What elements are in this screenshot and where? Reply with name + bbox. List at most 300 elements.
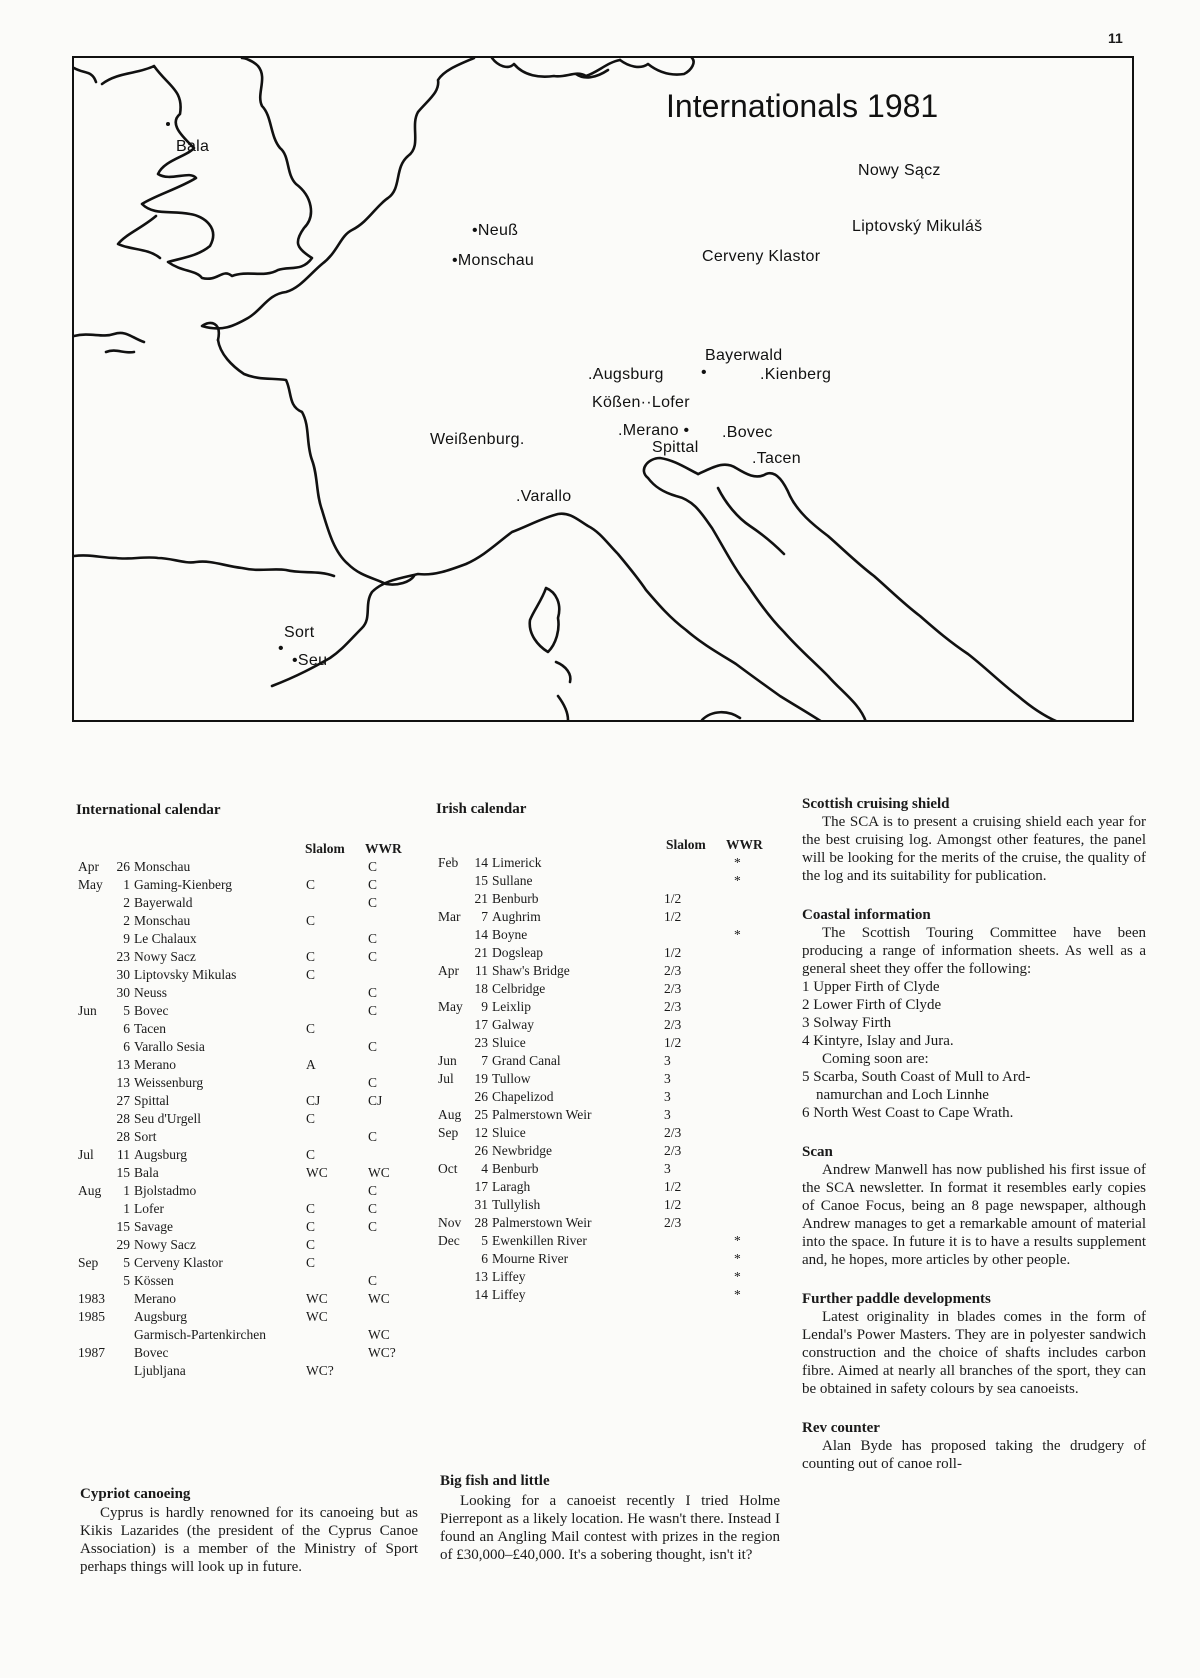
cell-day: 17 bbox=[474, 1017, 488, 1032]
cell-slalom: C bbox=[306, 1021, 316, 1036]
cell-day: 25 bbox=[474, 1107, 488, 1122]
cell-place: Augsburg bbox=[134, 1309, 188, 1324]
cell-day: 26 bbox=[474, 1089, 488, 1104]
cell-day: 28 bbox=[474, 1215, 488, 1230]
table-row bbox=[78, 1164, 418, 1182]
table-row bbox=[78, 1128, 418, 1146]
cell-month: 1985 bbox=[78, 1309, 105, 1324]
cell-place: Palmerstown Weir bbox=[492, 1107, 592, 1122]
table-row bbox=[78, 1200, 418, 1218]
cell-slalom: 1/2 bbox=[664, 1179, 682, 1194]
table-row bbox=[78, 858, 418, 876]
cell-place: Leixlip bbox=[492, 999, 531, 1014]
cell-day: 19 bbox=[474, 1071, 488, 1086]
cell-slalom: 1/2 bbox=[664, 909, 682, 924]
cell-wwr: CJ bbox=[368, 1093, 383, 1108]
paddle-developments-text bbox=[802, 1308, 1146, 1398]
cell-wwr: * bbox=[734, 1251, 741, 1266]
table-row bbox=[78, 1002, 418, 1020]
cell-place: Liffey bbox=[492, 1287, 526, 1302]
cell-day: 28 bbox=[116, 1111, 130, 1126]
cell-place: Grand Canal bbox=[492, 1053, 561, 1068]
cell-day: 30 bbox=[116, 985, 130, 1000]
cypriot-canoeing-title: Cypriot canoeing bbox=[80, 1486, 191, 1502]
cell-place: Nowy Sacz bbox=[134, 949, 196, 964]
map-place-label: •Monschau bbox=[452, 252, 535, 269]
table-row bbox=[78, 966, 418, 984]
map-place-label: .Tacen bbox=[752, 450, 801, 467]
paddle-text-body: Latest originality in blades comes in the form of Lendal's Power Masters. They are in polyester sandwich construction and the choice of shafts includes carbon fibre. Aimed at nearly all branches of the sport, they can be obtained in safety colours by sea canoeists. bbox=[802, 1309, 1146, 1397]
slalom-header: Slalom bbox=[666, 837, 706, 852]
cell-day: 5 bbox=[481, 1233, 488, 1248]
cell-wwr: C bbox=[368, 1003, 378, 1018]
coastal-item: 2 Lower Firth of Clyde bbox=[802, 997, 942, 1013]
cell-day: 21 bbox=[474, 891, 488, 906]
cell-day: 23 bbox=[474, 1035, 488, 1050]
map-place-label: • bbox=[701, 364, 707, 381]
cell-place: Neuss bbox=[134, 985, 167, 1000]
cell-day: 11 bbox=[475, 963, 488, 978]
international-calendar-table bbox=[78, 840, 418, 1400]
table-row bbox=[438, 1088, 778, 1106]
cell-month: Jul bbox=[78, 1147, 94, 1162]
cell-month: May bbox=[78, 877, 103, 892]
cell-place: Sluice bbox=[492, 1035, 526, 1050]
cell-place: Monschau bbox=[134, 859, 191, 874]
cell-day: 7 bbox=[481, 909, 488, 924]
cell-place: Galway bbox=[492, 1017, 534, 1032]
map-place-label: Cerveny Klastor bbox=[702, 248, 821, 265]
cell-place: Seu d'Urgell bbox=[134, 1111, 202, 1126]
cell-place: Le Chalaux bbox=[134, 931, 197, 946]
cell-day: 2 bbox=[123, 895, 130, 910]
cell-day: 1 bbox=[123, 1183, 130, 1198]
cell-place: Kössen bbox=[134, 1273, 174, 1288]
cell-slalom: C bbox=[306, 1237, 316, 1252]
big-fish-text-body: Looking for a canoeist recently I tried Holme Pierrepont as a likely location. He wasn't there. Instead I found an Angling Mail contest with prizes in the region of £30,000–£40,000. It's a sobering thought, isn't it? bbox=[440, 1493, 780, 1563]
coastal-item: 1 Upper Firth of Clyde bbox=[802, 979, 940, 995]
coastal-info-title: Coastal information bbox=[802, 907, 931, 923]
map-place-label: .Augsburg bbox=[588, 366, 664, 383]
cell-day: 29 bbox=[116, 1237, 130, 1252]
cell-wwr: C bbox=[368, 1075, 378, 1090]
cell-month: Jun bbox=[78, 1003, 97, 1018]
coastal-coming-soon: Coming soon are: bbox=[822, 1051, 929, 1067]
cell-wwr: C bbox=[368, 1219, 378, 1234]
coastal-info-text bbox=[802, 924, 1146, 978]
coastal-item: 3 Solway Firth bbox=[802, 1015, 892, 1031]
cell-slalom: 1/2 bbox=[664, 945, 682, 960]
cell-month: Dec bbox=[438, 1233, 460, 1248]
cell-place: Laragh bbox=[492, 1179, 531, 1194]
cell-month: Jul bbox=[438, 1071, 454, 1086]
cell-month: Nov bbox=[438, 1215, 462, 1230]
slalom-header: Slalom bbox=[305, 841, 345, 856]
cell-day: 6 bbox=[123, 1039, 130, 1054]
cell-place: Tacen bbox=[134, 1021, 167, 1036]
table-row bbox=[438, 944, 778, 962]
table-row bbox=[438, 1016, 778, 1034]
table-row bbox=[438, 1070, 778, 1088]
cell-wwr: WC bbox=[368, 1165, 390, 1180]
cell-place: Augsburg bbox=[134, 1147, 188, 1162]
cell-month: Jun bbox=[438, 1053, 457, 1068]
cell-slalom: WC bbox=[306, 1291, 328, 1306]
cell-place: Varallo Sesia bbox=[134, 1039, 205, 1054]
cell-slalom: 2/3 bbox=[664, 981, 682, 996]
cell-place: Weissenburg bbox=[134, 1075, 204, 1090]
table-row bbox=[78, 1110, 418, 1128]
cell-slalom: C bbox=[306, 1147, 316, 1162]
table-row bbox=[78, 1308, 418, 1326]
cell-month: Mar bbox=[438, 909, 461, 924]
cell-month: Oct bbox=[438, 1161, 458, 1176]
cell-place: Sullane bbox=[492, 873, 533, 888]
map-place-label: Bayerwald bbox=[705, 347, 783, 364]
table-row bbox=[78, 1074, 418, 1092]
cell-wwr: * bbox=[734, 855, 741, 870]
table-row bbox=[438, 890, 778, 908]
scan-text-body: Andrew Manwell has now published his first issue of the SCA newsletter. In format it resembles early copies of Canoe Focus, being an 8 page newspaper, although Andrew manages to get a remarkable amount of material into the space. In future it is to have a results supplement and, he hopes, more articles by other people. bbox=[802, 1162, 1146, 1268]
map-place-label: Nowy Sącz bbox=[858, 162, 941, 179]
cell-day: 12 bbox=[474, 1125, 488, 1140]
cell-wwr: C bbox=[368, 859, 378, 874]
cell-slalom: C bbox=[306, 1111, 316, 1126]
cell-wwr: * bbox=[734, 1233, 741, 1248]
cell-day: 15 bbox=[474, 873, 488, 888]
cell-slalom: C bbox=[306, 967, 316, 982]
right-column bbox=[802, 796, 1146, 1473]
table-header bbox=[438, 836, 778, 854]
cell-wwr: C bbox=[368, 895, 378, 910]
cell-month: Sep bbox=[438, 1125, 459, 1140]
cell-place: Garmisch-Partenkirchen bbox=[134, 1327, 266, 1342]
cell-place: Bayerwald bbox=[134, 895, 193, 910]
cell-slalom: C bbox=[306, 949, 316, 964]
cell-place: Lofer bbox=[134, 1201, 164, 1216]
table-row bbox=[78, 912, 418, 930]
cell-day: 14 bbox=[474, 855, 488, 870]
cell-day: 28 bbox=[116, 1129, 130, 1144]
table-row bbox=[78, 1236, 418, 1254]
cell-wwr: C bbox=[368, 985, 378, 1000]
cell-place: Benburb bbox=[492, 891, 539, 906]
cell-slalom: C bbox=[306, 1201, 316, 1216]
table-row bbox=[78, 1038, 418, 1056]
cell-day: 13 bbox=[116, 1075, 130, 1090]
table-row bbox=[438, 1286, 778, 1304]
cell-slalom: C bbox=[306, 1255, 316, 1270]
cell-slalom: 2/3 bbox=[664, 1125, 682, 1140]
cell-slalom: 2/3 bbox=[664, 1017, 682, 1032]
cell-day: 6 bbox=[123, 1021, 130, 1036]
table-row bbox=[438, 962, 778, 980]
cell-place: Liptovsky Mikulas bbox=[134, 967, 237, 982]
cypriot-canoeing-text bbox=[80, 1504, 418, 1576]
cell-day: 15 bbox=[116, 1219, 130, 1234]
cell-day: 6 bbox=[481, 1251, 488, 1266]
table-row bbox=[438, 1232, 778, 1250]
cell-month: 1983 bbox=[78, 1291, 105, 1306]
cell-day: 14 bbox=[474, 927, 488, 942]
table-row bbox=[438, 1034, 778, 1052]
map-title: Internationals 1981 bbox=[666, 88, 939, 124]
cell-wwr: C bbox=[368, 1201, 378, 1216]
cell-day: 13 bbox=[474, 1269, 488, 1284]
cell-place: Sluice bbox=[492, 1125, 526, 1140]
cell-month: May bbox=[438, 999, 463, 1014]
table-row bbox=[78, 894, 418, 912]
cell-day: 18 bbox=[474, 981, 488, 996]
cell-place: Ewenkillen River bbox=[492, 1233, 587, 1248]
cell-slalom: 3 bbox=[664, 1089, 671, 1104]
map-place-label: Sort bbox=[284, 624, 315, 641]
cell-day: 5 bbox=[123, 1003, 130, 1018]
cell-wwr: C bbox=[368, 1039, 378, 1054]
table-row bbox=[78, 1092, 418, 1110]
rev-text-body: Alan Byde has proposed taking the drudgery of counting out of canoe roll- bbox=[802, 1438, 1146, 1472]
cell-slalom: 2/3 bbox=[664, 963, 682, 978]
table-row bbox=[78, 930, 418, 948]
table-row bbox=[438, 1268, 778, 1286]
international-calendar-title: International calendar bbox=[76, 802, 221, 818]
cell-place: Sort bbox=[134, 1129, 157, 1144]
cell-place: Bala bbox=[134, 1165, 159, 1180]
scottish-shield-title: Scottish cruising shield bbox=[802, 796, 950, 812]
coastal-item: 4 Kintyre, Islay and Jura. bbox=[802, 1033, 954, 1049]
cell-wwr: C bbox=[368, 877, 378, 892]
cell-month: 1987 bbox=[78, 1345, 105, 1360]
table-row bbox=[438, 908, 778, 926]
cell-place: Cerveny Klastor bbox=[134, 1255, 223, 1270]
cell-month: Feb bbox=[438, 855, 459, 870]
map-place-label: .Kienberg bbox=[760, 366, 832, 383]
table-row bbox=[78, 1326, 418, 1344]
cell-slalom: CJ bbox=[306, 1093, 321, 1108]
map-place-label: .Bovec bbox=[722, 424, 773, 441]
cell-month: Aug bbox=[438, 1107, 462, 1122]
coastline-map bbox=[72, 56, 1134, 722]
scottish-text-body: The SCA is to present a cruising shield each year for the best cruising log. Amongst other features, the panel will be looking for the merits of the cruise, the quality of the log and its suitability for publication. bbox=[802, 814, 1146, 884]
cell-place: Gaming-Kienberg bbox=[134, 877, 232, 892]
scan-title: Scan bbox=[802, 1144, 833, 1160]
cell-day: 26 bbox=[474, 1143, 488, 1158]
cell-day: 17 bbox=[474, 1179, 488, 1194]
cell-place: Dogsleap bbox=[492, 945, 543, 960]
cell-month: Sep bbox=[78, 1255, 99, 1270]
cell-slalom: 3 bbox=[664, 1053, 671, 1068]
cell-slalom: WC bbox=[306, 1165, 328, 1180]
cell-place: Merano bbox=[134, 1057, 176, 1072]
coastal-item: namurchan and Loch Linnhe bbox=[816, 1087, 989, 1103]
map-place-label: Weißenburg. bbox=[430, 431, 525, 448]
table-row bbox=[438, 1250, 778, 1268]
cell-place: Bovec bbox=[134, 1003, 169, 1018]
coastal-item: 5 Scarba, South Coast of Mull to Ard- bbox=[802, 1069, 1031, 1085]
cell-day: 1 bbox=[123, 1201, 130, 1216]
cell-month: Apr bbox=[78, 859, 99, 874]
paddle-developments-title: Further paddle developments bbox=[802, 1291, 991, 1307]
table-row bbox=[78, 1056, 418, 1074]
cell-wwr: * bbox=[734, 1269, 741, 1284]
coastal-item: 6 North West Coast to Cape Wrath. bbox=[802, 1105, 1014, 1121]
table-row bbox=[78, 1218, 418, 1236]
cell-slalom: 3 bbox=[664, 1071, 671, 1086]
table-row bbox=[438, 1124, 778, 1142]
cell-wwr: * bbox=[734, 873, 741, 888]
map-figure bbox=[72, 56, 1134, 722]
table-row bbox=[438, 926, 778, 944]
table-row bbox=[78, 948, 418, 966]
cell-place: Bovec bbox=[134, 1345, 169, 1360]
table-header bbox=[78, 840, 418, 858]
cell-place: Chapelizod bbox=[492, 1089, 554, 1104]
cell-day: 11 bbox=[117, 1147, 130, 1162]
cell-slalom: C bbox=[306, 1219, 316, 1234]
table-row bbox=[438, 1052, 778, 1070]
cell-slalom: 3 bbox=[664, 1161, 671, 1176]
cell-wwr: C bbox=[368, 1183, 378, 1198]
cell-slalom: 2/3 bbox=[664, 1143, 682, 1158]
table-row bbox=[438, 872, 778, 890]
table-row bbox=[78, 1020, 418, 1038]
cell-slalom: 2/3 bbox=[664, 999, 682, 1014]
table-row bbox=[438, 1160, 778, 1178]
table-row bbox=[78, 1362, 418, 1380]
cell-place: Savage bbox=[134, 1219, 173, 1234]
table-row bbox=[78, 984, 418, 1002]
wwr-header: WWR bbox=[365, 841, 402, 856]
cell-day: 26 bbox=[116, 859, 130, 874]
table-row bbox=[78, 1146, 418, 1164]
coastal-text-body: The Scottish Touring Committee have been producing a range of information sheets. As well as a general sheet they offer the following: bbox=[802, 925, 1146, 977]
cell-day: 7 bbox=[481, 1053, 488, 1068]
cell-place: Aughrim bbox=[492, 909, 541, 924]
cell-place: Ljubljana bbox=[134, 1363, 186, 1378]
scottish-shield-text bbox=[802, 813, 1146, 885]
cell-place: Liffey bbox=[492, 1269, 526, 1284]
big-fish-text bbox=[440, 1492, 780, 1564]
cell-slalom: 3 bbox=[664, 1107, 671, 1122]
cell-wwr: C bbox=[368, 1129, 378, 1144]
table-row bbox=[438, 1214, 778, 1232]
cell-slalom: C bbox=[306, 913, 316, 928]
map-place-label: • bbox=[278, 640, 284, 657]
map-place-label: Bala bbox=[176, 138, 210, 155]
cell-day: 2 bbox=[123, 913, 130, 928]
map-place-label: Liptovský Mikuláš bbox=[852, 218, 983, 235]
cell-day: 1 bbox=[123, 877, 130, 892]
cell-day: 5 bbox=[123, 1255, 130, 1270]
table-row bbox=[78, 1254, 418, 1272]
table-row bbox=[78, 1344, 418, 1362]
page-number: 11 bbox=[1108, 30, 1123, 46]
cell-wwr: C bbox=[368, 931, 378, 946]
cell-place: Celbridge bbox=[492, 981, 546, 996]
cell-place: Limerick bbox=[492, 855, 542, 870]
cell-day: 14 bbox=[474, 1287, 488, 1302]
irish-calendar-table bbox=[438, 836, 778, 1316]
cell-slalom: 1/2 bbox=[664, 1197, 682, 1212]
cell-day: 30 bbox=[116, 967, 130, 982]
table-row bbox=[438, 1196, 778, 1214]
cell-day: 9 bbox=[123, 931, 130, 946]
cell-day: 4 bbox=[481, 1161, 488, 1176]
cell-slalom: C bbox=[306, 877, 316, 892]
cell-slalom: WC? bbox=[306, 1363, 334, 1378]
cell-day: 21 bbox=[474, 945, 488, 960]
rev-counter-title: Rev counter bbox=[802, 1420, 880, 1436]
cell-place: Merano bbox=[134, 1291, 176, 1306]
table-row bbox=[78, 1290, 418, 1308]
cell-day: 27 bbox=[116, 1093, 130, 1108]
cell-wwr: WC? bbox=[368, 1345, 396, 1360]
big-fish-title: Big fish and little bbox=[440, 1473, 550, 1489]
table-row bbox=[438, 1142, 778, 1160]
cell-month: Apr bbox=[438, 963, 459, 978]
cell-place: Mourne River bbox=[492, 1251, 569, 1266]
cell-wwr: WC bbox=[368, 1327, 390, 1342]
cell-slalom: WC bbox=[306, 1309, 328, 1324]
scan-text bbox=[802, 1161, 1146, 1269]
cell-place: Tullow bbox=[492, 1071, 531, 1086]
map-place-label: Spittal bbox=[652, 439, 699, 456]
map-place-label: •Seu bbox=[292, 652, 328, 669]
cell-place: Spittal bbox=[134, 1093, 170, 1108]
cell-place: Benburb bbox=[492, 1161, 539, 1176]
table-row bbox=[78, 1272, 418, 1290]
map-place-label: .Merano • bbox=[618, 422, 690, 439]
cell-wwr: * bbox=[734, 1287, 741, 1302]
cell-slalom: 1/2 bbox=[664, 1035, 682, 1050]
cypriot-text-body: Cyprus is hardly renowned for its canoeing but as Kikis Lazarides (the president of the Cyprus Canoe Association) is a member of the Ministry of Sport perhaps things will look up in future. bbox=[80, 1505, 418, 1575]
cell-wwr: C bbox=[368, 1273, 378, 1288]
map-place-label: Kößen··Lofer bbox=[592, 394, 690, 411]
wwr-header: WWR bbox=[726, 837, 763, 852]
map-place-label: •Neuß bbox=[472, 222, 519, 239]
irish-calendar-title: Irish calendar bbox=[436, 801, 527, 817]
cell-day: 13 bbox=[116, 1057, 130, 1072]
map-place-label: .Varallo bbox=[516, 488, 572, 505]
cell-month: Aug bbox=[78, 1183, 102, 1198]
cell-day: 31 bbox=[474, 1197, 488, 1212]
table-row bbox=[78, 1182, 418, 1200]
cell-wwr: C bbox=[368, 949, 378, 964]
cell-place: Monschau bbox=[134, 913, 191, 928]
cell-place: Shaw's Bridge bbox=[492, 963, 570, 978]
rev-counter-text bbox=[802, 1437, 1146, 1473]
table-row bbox=[438, 998, 778, 1016]
cell-slalom: A bbox=[306, 1057, 316, 1072]
cell-place: Palmerstown Weir bbox=[492, 1215, 592, 1230]
cell-place: Bjolstadmo bbox=[134, 1183, 197, 1198]
cell-slalom: 2/3 bbox=[664, 1215, 682, 1230]
cell-day: 9 bbox=[481, 999, 488, 1014]
cell-place: Boyne bbox=[492, 927, 528, 942]
cell-place: Newbridge bbox=[492, 1143, 552, 1158]
table-row bbox=[78, 876, 418, 894]
cell-wwr: WC bbox=[368, 1291, 390, 1306]
table-row bbox=[438, 1178, 778, 1196]
cell-place: Nowy Sacz bbox=[134, 1237, 196, 1252]
cell-day: 5 bbox=[123, 1273, 130, 1288]
cell-wwr: * bbox=[734, 927, 741, 942]
cell-place: Tullylish bbox=[492, 1197, 541, 1212]
table-row bbox=[438, 1106, 778, 1124]
cell-slalom: 1/2 bbox=[664, 891, 682, 906]
cell-day: 23 bbox=[116, 949, 130, 964]
table-row bbox=[438, 980, 778, 998]
